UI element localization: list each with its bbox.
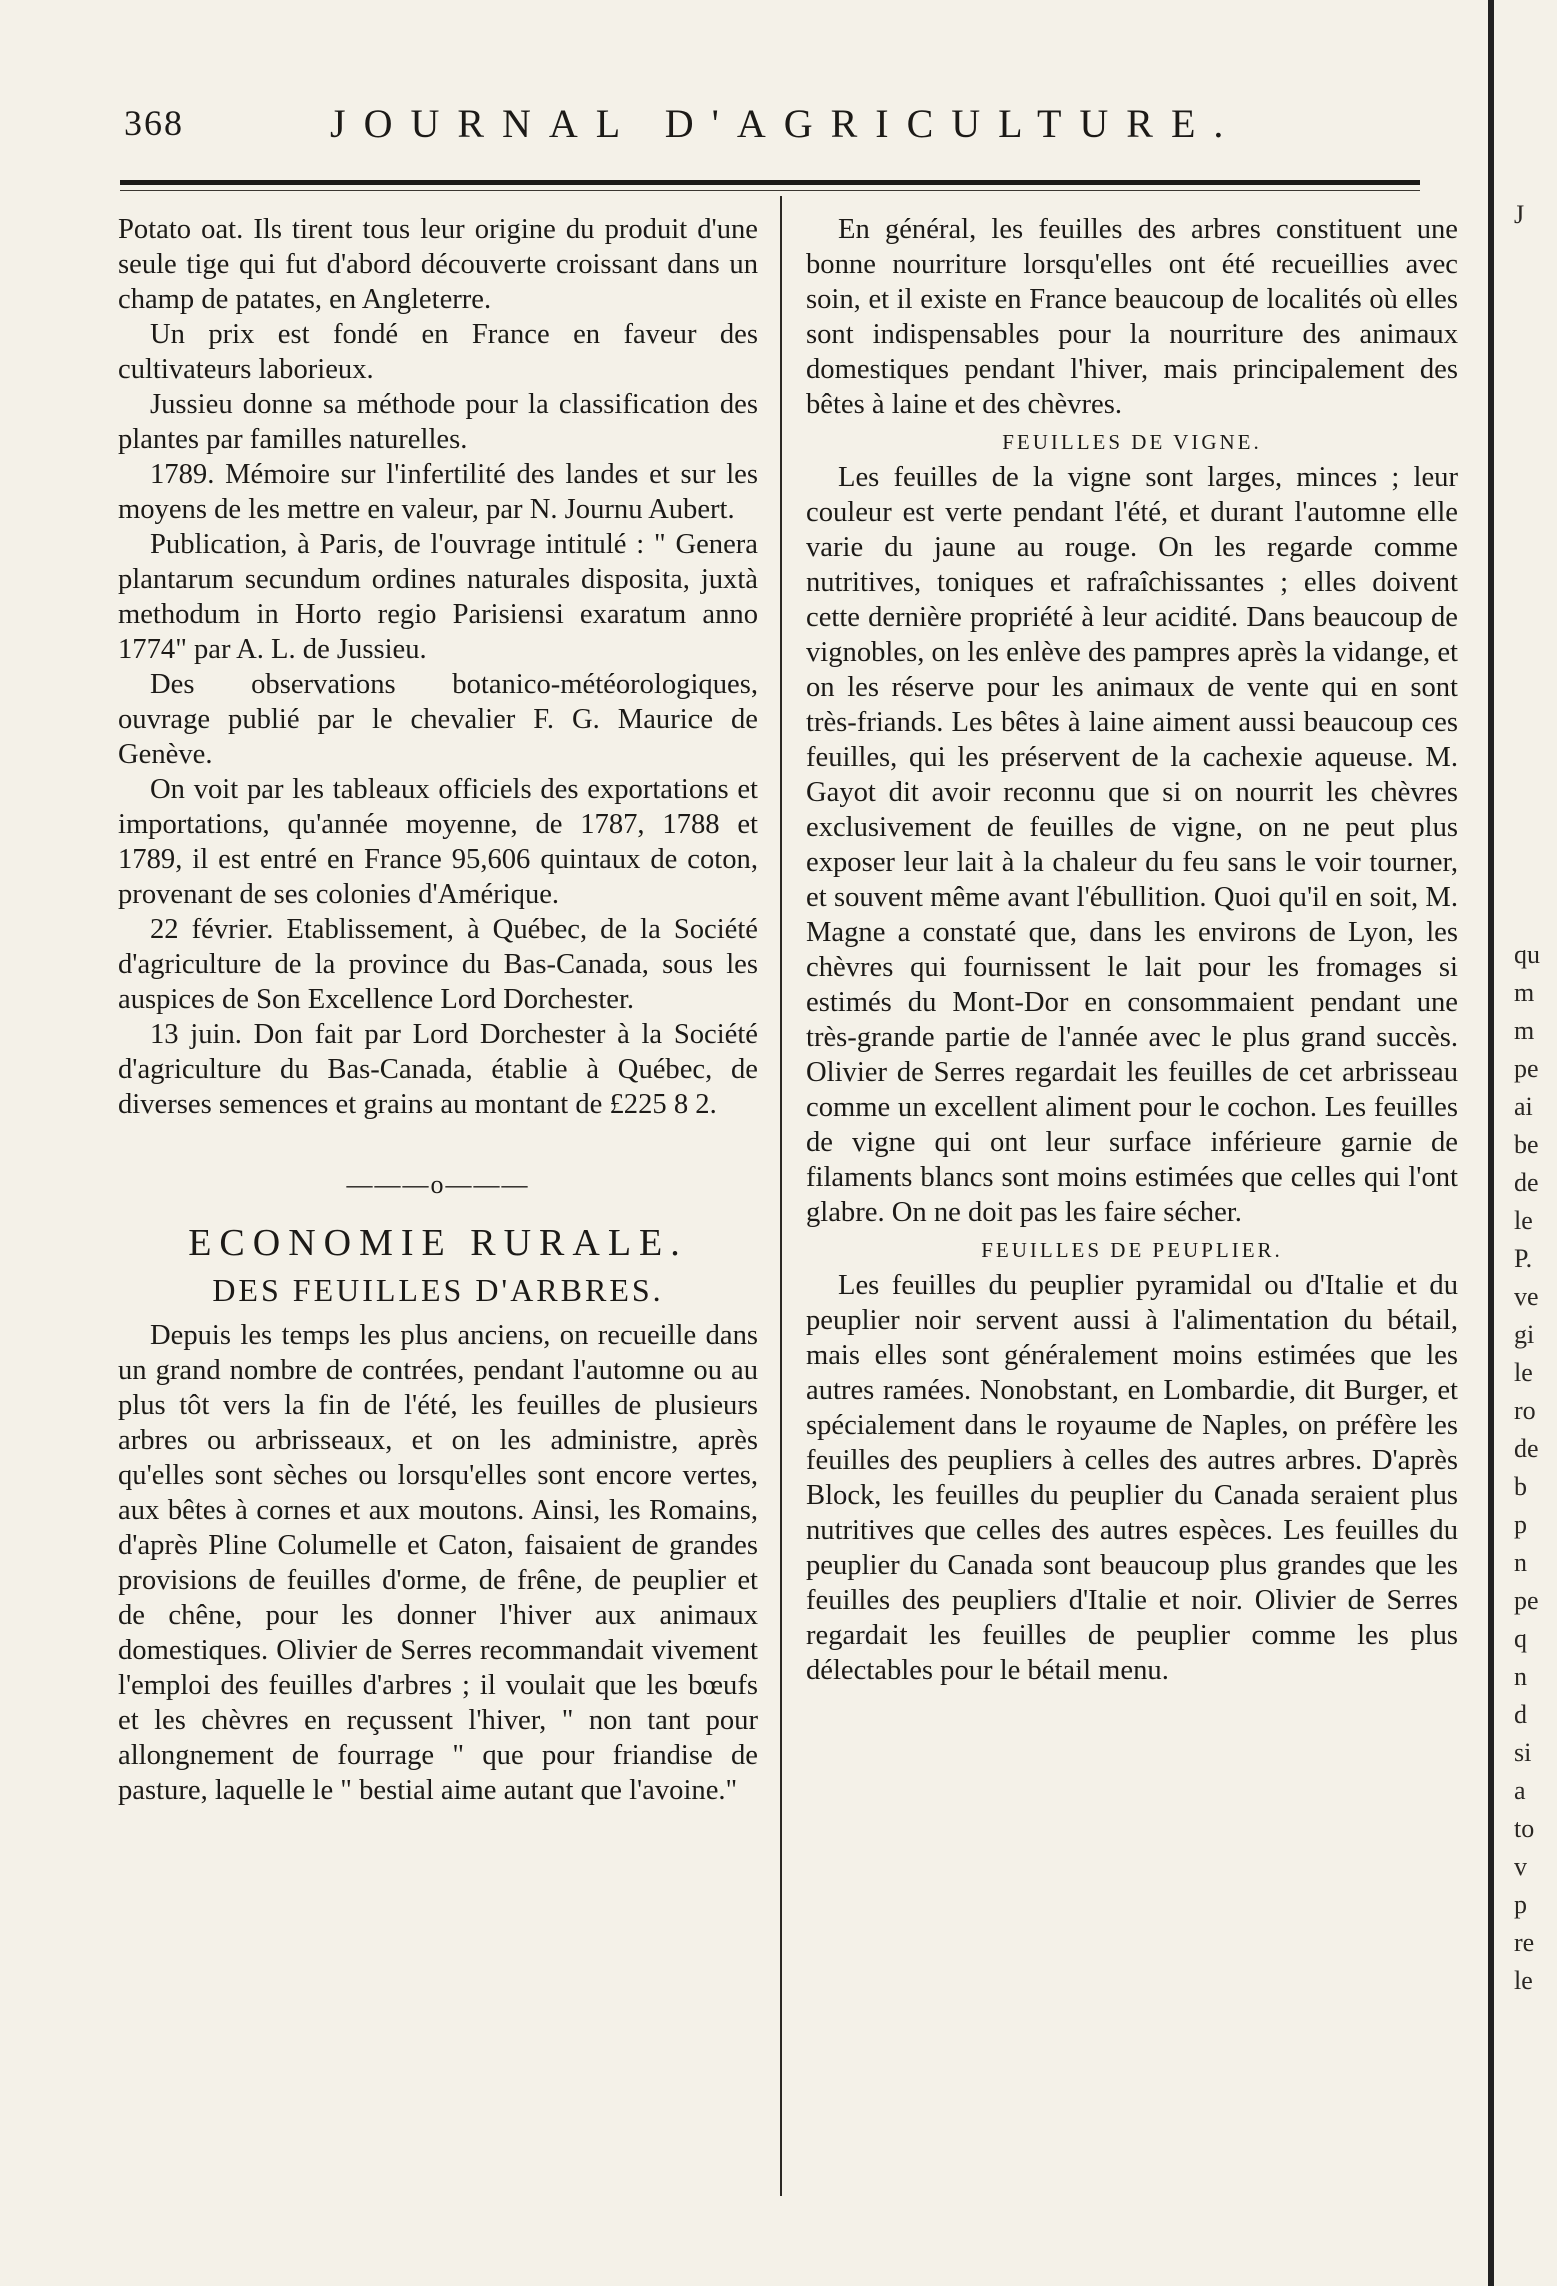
margin-fragment: q: [1514, 1624, 1527, 1653]
paragraph: On voit par les tableaux officiels des exportations et importations, qu'année moyenne, de 1787, 1788 et 1789, il est entré en France 95,606 quintaux de coton, provenant de ses colonies d'Amérique.: [118, 774, 758, 910]
margin-fragment: ai: [1514, 1092, 1533, 1121]
margin-fragment: b: [1514, 1472, 1527, 1501]
paragraph: En général, les feuilles des arbres constituent une bonne nourriture lorsqu'elles ont été recueillies avec soin, et il existe en France beaucoup de localités où elles sont indispensables pour la nourriture des animaux domestiques pendant l'hiver, mais principalement des bêtes à laine et des chèvres.: [806, 214, 1458, 420]
paragraph: Publication, à Paris, de l'ouvrage intitulé : " Genera plantarum secundum ordines naturales disposita, juxtà methodum in Horto regio Parisiensi exaratum anno 1774" par A. L. de Jussieu.: [118, 529, 758, 665]
margin-fragment: re: [1514, 1928, 1535, 1957]
margin-fragment: le: [1514, 1966, 1533, 1995]
margin-fragment: le: [1514, 1206, 1533, 1235]
paragraph: Les feuilles du peuplier pyramidal ou d'Italie et du peuplier noir servent aussi à l'alimentation du bétail, mais elles sont généralement moins estimées que les autres ramées. Nonobstant, en Lombardie, dit Burger, et spécialement dans le royaume de Naples, on préfère les feuilles des peupliers à celles des autres arbres. D'après Block, les feuilles du peuplier du Canada seraient plus nutritives que celles des autres espèces. Les feuilles du peuplier du Canada sont beaucoup plus grandes que les feuilles des peupliers d'Italie et noir. Olivier de Serres regardait les feuilles de peuplier comme les plus délectables pour le bétail menu.: [806, 1270, 1458, 1686]
margin-fragment: P.: [1514, 1244, 1533, 1273]
margin-fragment: p: [1514, 1510, 1527, 1539]
paragraph: 1789. Mémoire sur l'infertilité des landes et sur les moyens de les mettre en valeur, par N. Journu Aubert.: [118, 459, 758, 525]
paragraph: 13 juin. Don fait par Lord Dorchester à la Société d'agriculture du Bas-Canada, établie à Québec, de diverses semences et grains au montant de £225 8 2.: [118, 1019, 758, 1120]
margin-fragment: d: [1514, 1700, 1527, 1729]
subhead-vigne: FEUILLES DE VIGNE.: [1002, 430, 1262, 454]
margin-fragment: gi: [1514, 1320, 1535, 1349]
right-column: [806, 212, 1458, 1688]
margin-fragment: v: [1514, 1852, 1527, 1881]
page-edge: [1488, 0, 1494, 2286]
paragraph: Jussieu donne sa méthode pour la classification des plantes par familles naturelles.: [118, 389, 758, 455]
adjacent-page-margin: [1504, 0, 1557, 2286]
margin-fragment: n: [1514, 1662, 1527, 1691]
margin-fragment: le: [1514, 1358, 1533, 1387]
margin-fragment: be: [1514, 1130, 1539, 1159]
running-title: JOURNAL D'AGRICULTURE.: [330, 101, 1242, 146]
column-divider: [780, 196, 782, 2196]
margin-fragment: m: [1514, 978, 1535, 1007]
paragraph: 22 février. Etablissement, à Québec, de la Société d'agriculture de la province du Bas-Canada, sous les auspices de Son Excellence Lord Dorchester.: [118, 914, 758, 1015]
margin-fragment: qu: [1514, 940, 1540, 969]
page-number: 368: [124, 103, 184, 143]
left-column: [118, 212, 758, 1808]
margin-fragment: de: [1514, 1434, 1539, 1463]
section-title: ECONOMIE RURALE.: [188, 1222, 688, 1264]
margin-fragment: si: [1514, 1738, 1532, 1767]
margin-fragment: pe: [1514, 1586, 1539, 1615]
paragraph: Les feuilles de la vigne sont larges, minces ; leur couleur est verte pendant l'été, et durant l'automne elle varie du jaune au rouge. On les regarde comme nutritives, toniques et rafraîchissantes ; elles doivent cette dernière propriété à leur acidité. Dans beaucoup de vignobles, on les enlève des pampres après la vidange, et on les réserve pour les animaux de vente qui en sont très-friands. Les bêtes à laine aiment aussi beaucoup ces feuilles, qui les préservent de la cachexie aqueuse. M. Gayot dit avoir reconnu que si on nourrit les chèvres exclusivement de feuilles de vigne, on ne peut plus exposer leur lait à la chaleur du feu sans le voir tourner, et souvent même avant l'ébullition. Quoi qu'il en soit, M. Magne a constaté que, dans les environs de Lyon, les chèvres qui fournissent le lait pour les fromages si estimés du Mont-Dor en consommaient pendant une très-grande partie de l'année avec le plus grand succès. Olivier de Serres regardait les feuilles de cet arbrisseau comme un excellent aliment pour le cochon. Les feuilles de vigne qui ont leur surface inférieure garnie de filaments blancs sont moins estimées que celles qui l'ont glabre. On ne doit pas les faire sécher.: [806, 462, 1458, 1228]
paragraph: Un prix est fondé en France en faveur des cultivateurs laborieux.: [118, 319, 758, 385]
header-rule-thin: [120, 190, 1420, 191]
margin-fragment: ve: [1514, 1282, 1539, 1311]
margin-fragment: m: [1514, 1016, 1535, 1045]
margin-fragment: J: [1514, 200, 1525, 229]
margin-fragment: pe: [1514, 1054, 1539, 1083]
subhead-peuplier: FEUILLES DE PEUPLIER.: [981, 1238, 1283, 1262]
margin-fragment: to: [1514, 1814, 1535, 1843]
margin-fragment: p: [1514, 1890, 1527, 1919]
paragraph: Potato oat. Ils tirent tous leur origine du produit d'une seule tige qui fut d'abord découverte croissant dans un champ de patates, en Angleterre.: [118, 214, 758, 315]
header-rule: [120, 180, 1420, 185]
paragraph: Des observations botanico-météorologiques, ouvrage publié par le chevalier F. G. Maurice de Genève.: [118, 669, 758, 770]
margin-fragment: ro: [1514, 1396, 1536, 1425]
margin-fragment: n: [1514, 1548, 1527, 1577]
paragraph: Depuis les temps les plus anciens, on recueille dans un grand nombre de contrées, pendant l'automne ou au plus tôt vers la fin de l'été, les feuilles de plusieurs arbres ou arbrisseaux, et on les administre, après qu'elles sont sèches ou lorsqu'elles sont encore vertes, aux bêtes à cornes et aux moutons. Ainsi, les Romains, d'après Pline Columelle et Caton, faisaient de grandes provisions de feuilles d'orme, de frêne, de peuplier et de chêne, pour les donner l'hiver aux animaux domestiques. Olivier de Serres recommandait vivement l'emploi des feuilles d'arbres ; il voulait que les bœufs et les chèvres en reçussent l'hiver, " non tant pour allongnement de fourrage " que pour friandise de pasture, laquelle le " bestial aime autant que l'avoine.": [118, 1320, 758, 1806]
margin-fragment: de: [1514, 1168, 1539, 1197]
section-separator: ———o———: [346, 1170, 530, 1199]
section-subtitle: DES FEUILLES D'ARBRES.: [212, 1272, 664, 1308]
margin-fragment: a: [1514, 1776, 1526, 1805]
